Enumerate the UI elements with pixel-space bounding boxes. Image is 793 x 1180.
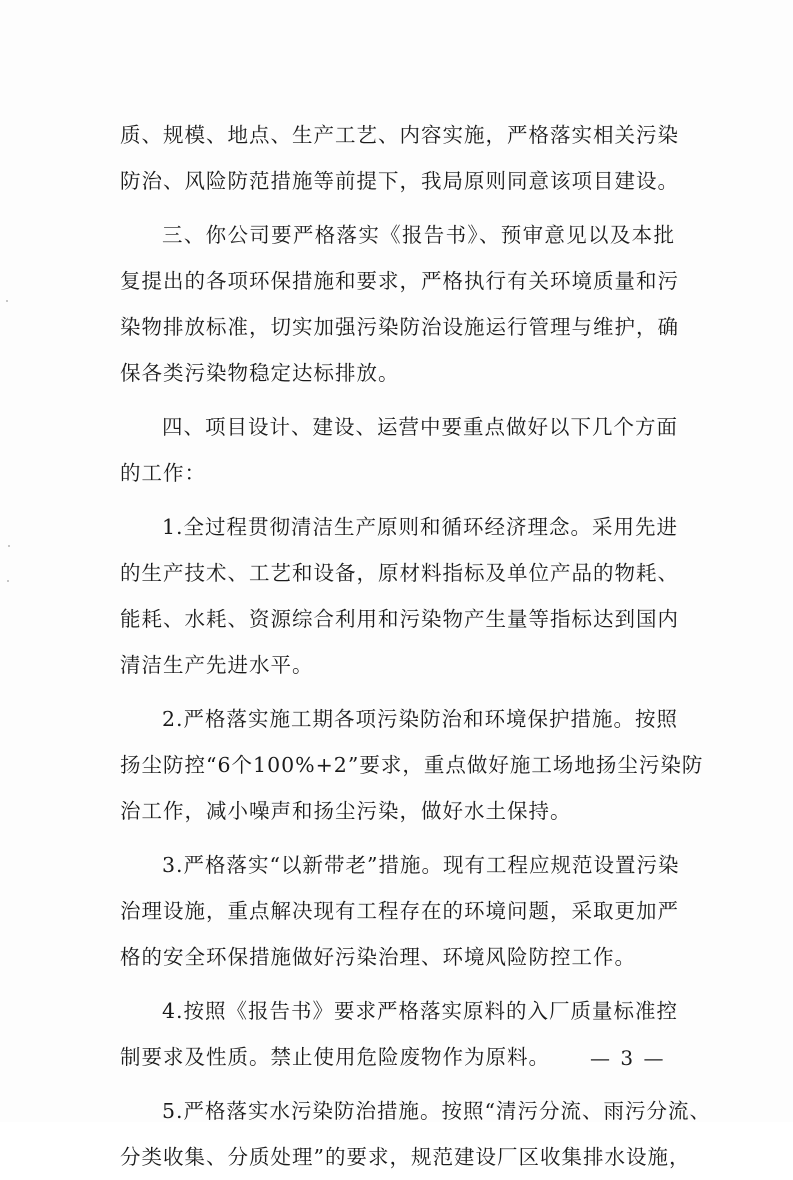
text-line: 治理设施，重点解决现有工程存在的环境问题，采取更加严	[120, 899, 679, 923]
text-line: 保各类污染物稳定达标排放。	[120, 361, 400, 385]
text-line: 染物排放标准，切实加强污染防治设施运行管理与维护，确	[120, 315, 679, 339]
paragraph	[120, 112, 679, 204]
paragraph	[120, 842, 680, 980]
page-number: — 3 —	[590, 1046, 666, 1070]
text-line: 制要求及性质。禁止使用危险废物作为原料。	[120, 1045, 550, 1069]
paragraph	[120, 696, 704, 834]
paragraph	[120, 212, 679, 396]
scan-speck	[7, 580, 9, 582]
text-line: 分类收集、分质处理”的要求，规范建设厂区收集排水设施，	[120, 1145, 691, 1169]
text-line: 治工作，减小噪声和扬尘污染，做好水土保持。	[120, 799, 572, 823]
paragraph	[120, 1088, 712, 1180]
text-line: 三、你公司要严格落实《报告书》、预审意见以及本批	[162, 223, 675, 247]
text-line: 防治、风险防范措施等前提下，我局原则同意该项目建设。	[120, 169, 679, 193]
text-line: 复提出的各项环保措施和要求，严格执行有关环境质量和污	[120, 269, 679, 293]
text-line: 能耗、水耗、资源综合利用和污染物产生量等指标达到国内	[120, 607, 679, 631]
scan-speck	[8, 545, 10, 547]
text-line: 的工作：	[120, 461, 206, 485]
paragraph	[120, 504, 679, 688]
text-line: 2.严格落实施工期各项污染防治和环境保护措施。按照	[162, 707, 679, 731]
text-line: 的生产技术、工艺和设备，原材料指标及单位产品的物耗、	[120, 561, 679, 585]
text-line: 1.全过程贯彻清洁生产原则和循环经济理念。采用先进	[162, 515, 679, 539]
text-line: 3.严格落实“以新带老”措施。现有工程应规范设置污染	[162, 853, 680, 877]
text-line: 清洁生产先进水平。	[120, 653, 314, 677]
scan-speck	[6, 300, 8, 302]
body-text	[120, 112, 712, 1180]
text-line: 4.按照《报告书》要求严格落实原料的入厂质量标准控	[162, 999, 679, 1023]
text-line: 扬尘防控“6个100%+2”要求，重点做好施工场地扬尘污染防	[120, 753, 704, 777]
text-line: 5.严格落实水污染防治措施。按照“清污分流、雨污分流、	[162, 1099, 712, 1123]
text-line: 格的安全环保措施做好污染治理、环境风险防控工作。	[120, 945, 636, 969]
text-line: 四、项目设计、建设、运营中要重点做好以下几个方面	[162, 415, 678, 439]
text-line: 质、规模、地点、生产工艺、内容实施，严格落实相关污染	[120, 123, 679, 147]
paragraph	[120, 404, 678, 496]
